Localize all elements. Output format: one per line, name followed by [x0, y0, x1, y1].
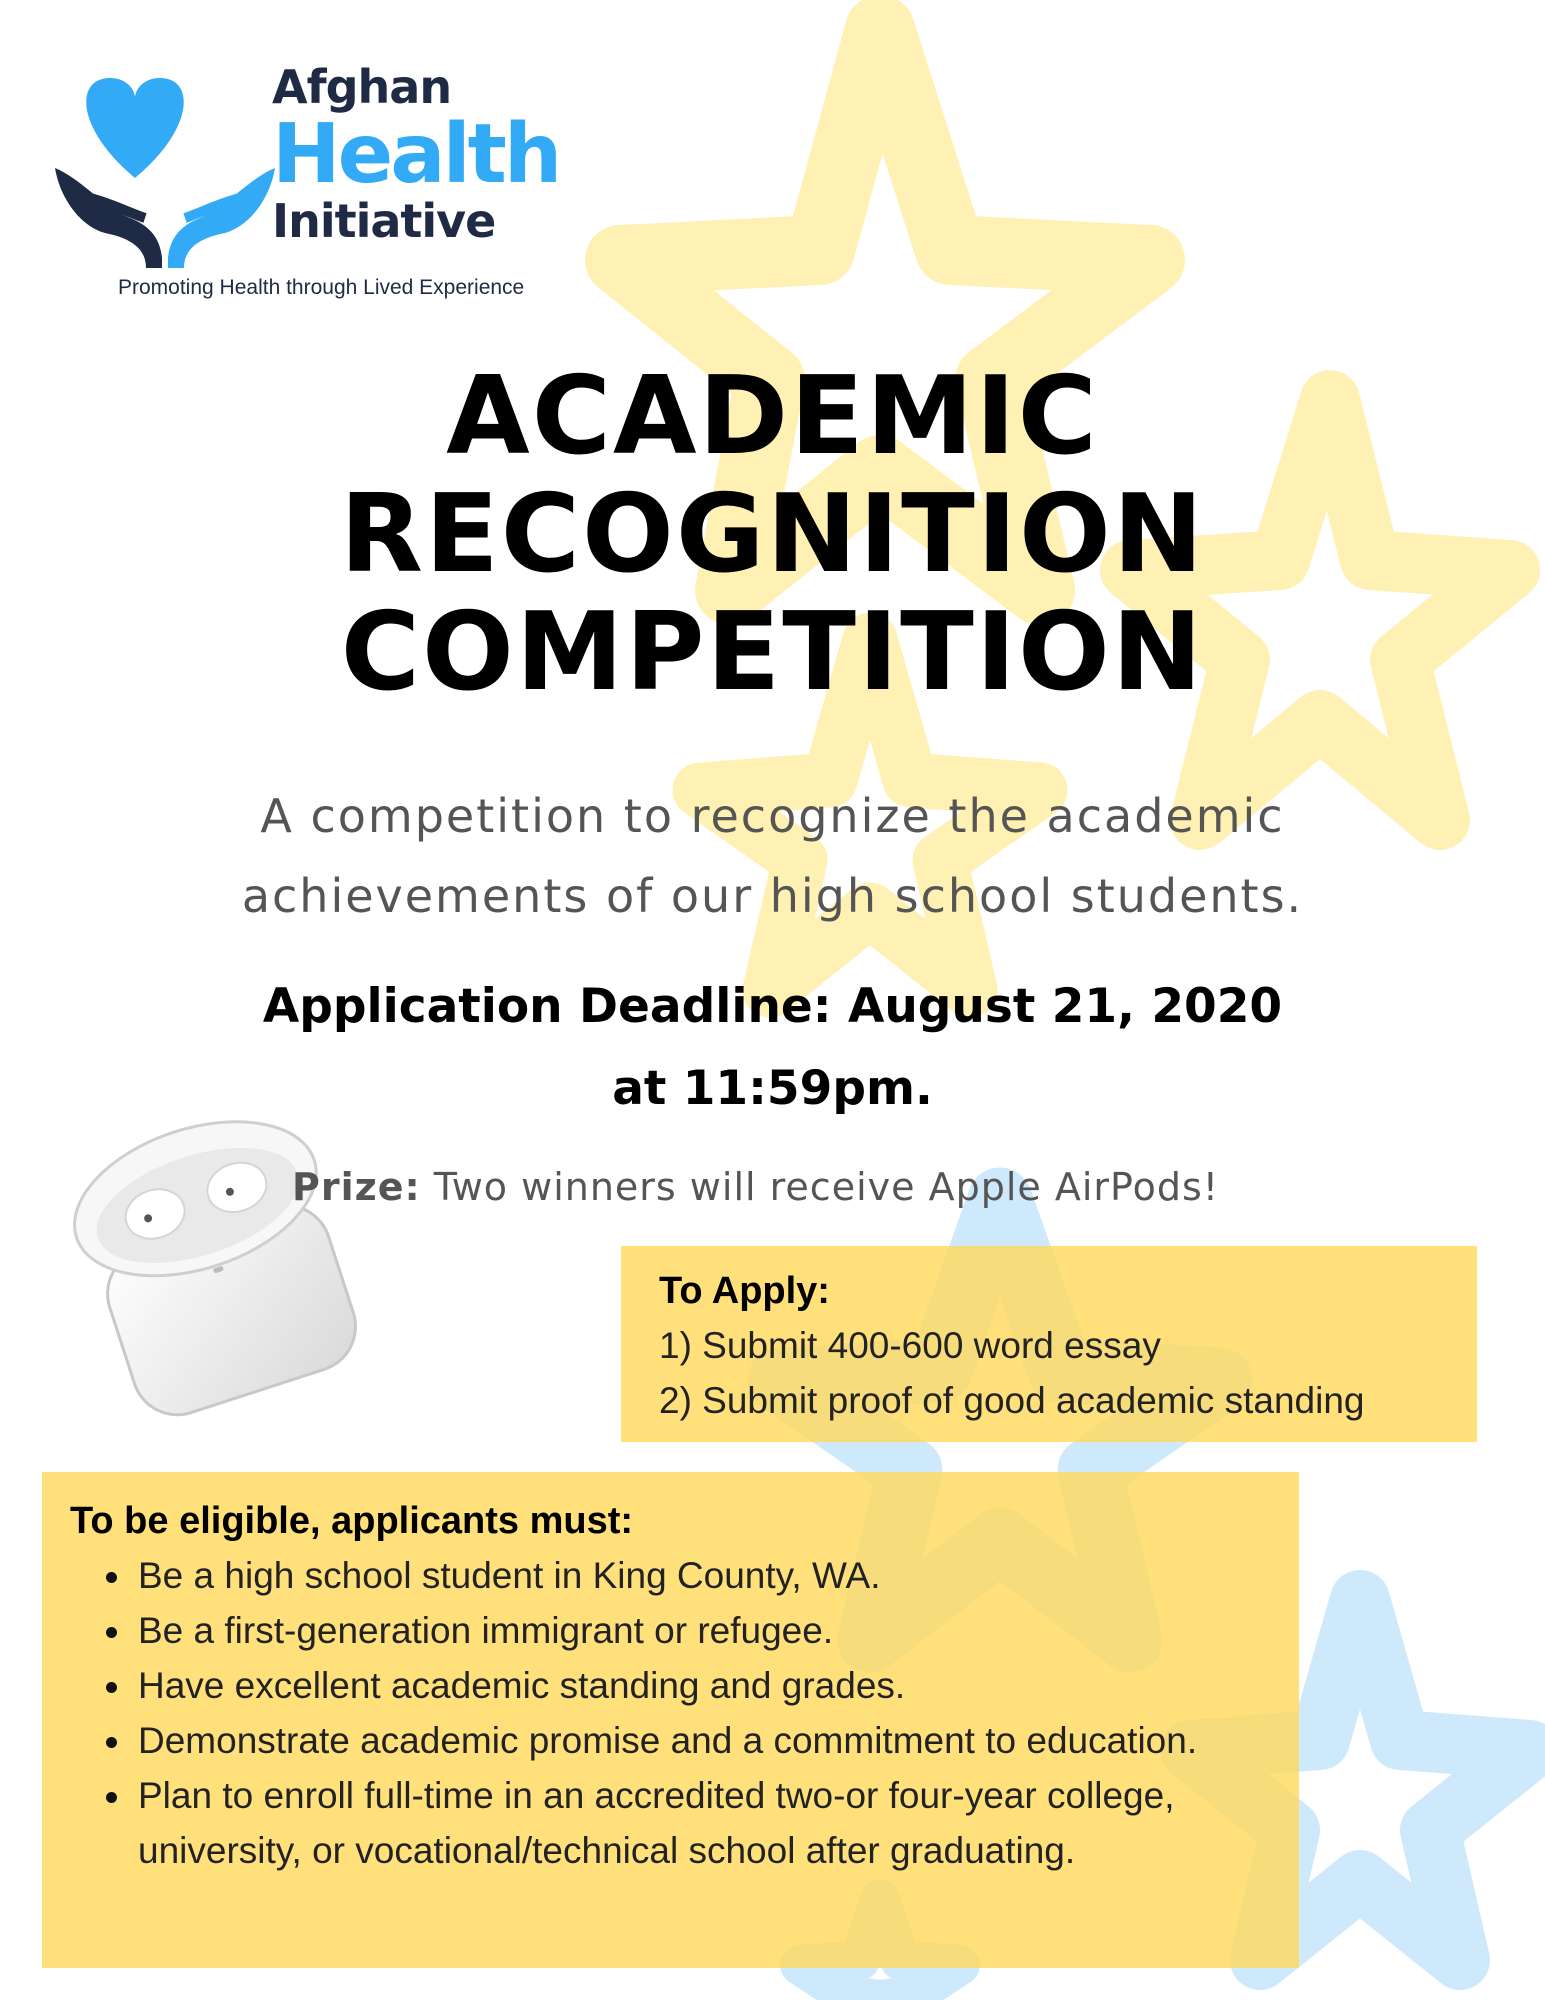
list-item: Have excellent academic standing and grades.	[138, 1658, 1299, 1713]
apply-step: 2) Submit proof of good academic standing	[659, 1380, 1365, 1421]
prize-line	[292, 1165, 1219, 1209]
logo-word-initiative: Initiative	[272, 194, 496, 248]
list-item: Be a high school student in King County, WA.	[138, 1548, 1299, 1603]
list-item: Plan to enroll full-time in an accredited two-or four-year college, university, or vocational/technical school after graduating.	[138, 1768, 1299, 1878]
eligibility-list	[70, 1548, 1299, 1878]
logo-tagline: Promoting Health through Lived Experience	[118, 276, 525, 299]
list-item: Be a first-generation immigrant or refugee.	[138, 1603, 1299, 1658]
airpods-image	[58, 1078, 368, 1428]
logo-word-afghan: Afghan	[272, 60, 452, 114]
deadline-line: Application Deadline: August 21, 2020	[262, 979, 1283, 1034]
apply-heading: To Apply:	[659, 1270, 830, 1312]
deadline-line: at 11:59pm.	[612, 1061, 933, 1116]
title-line: RECOGNITION	[339, 472, 1206, 597]
subtitle-line: A competition to recognize the academic	[260, 789, 1285, 843]
title-line: ACADEMIC	[446, 354, 1099, 479]
eligibility-box	[42, 1472, 1299, 1968]
apply-box	[621, 1246, 1477, 1442]
eligibility-heading: To be eligible, applicants must:	[70, 1500, 634, 1542]
title-line: COMPETITION	[340, 590, 1205, 715]
logo-word-health: Health	[272, 107, 560, 202]
logo-wordmark	[272, 60, 560, 248]
list-item: Demonstrate academic promise and a commitment to education.	[138, 1713, 1299, 1768]
application-deadline	[200, 966, 1345, 1130]
subtitle	[200, 776, 1345, 936]
heart-in-hands-icon	[50, 68, 280, 268]
apply-step: 1) Submit 400-600 word essay	[659, 1325, 1161, 1366]
subtitle-line: achievements of our high school students.	[241, 869, 1304, 923]
prize-text: Two winners will receive Apple AirPods!	[433, 1165, 1219, 1209]
prize-label: Prize:	[292, 1165, 421, 1209]
page-title	[0, 354, 1545, 715]
